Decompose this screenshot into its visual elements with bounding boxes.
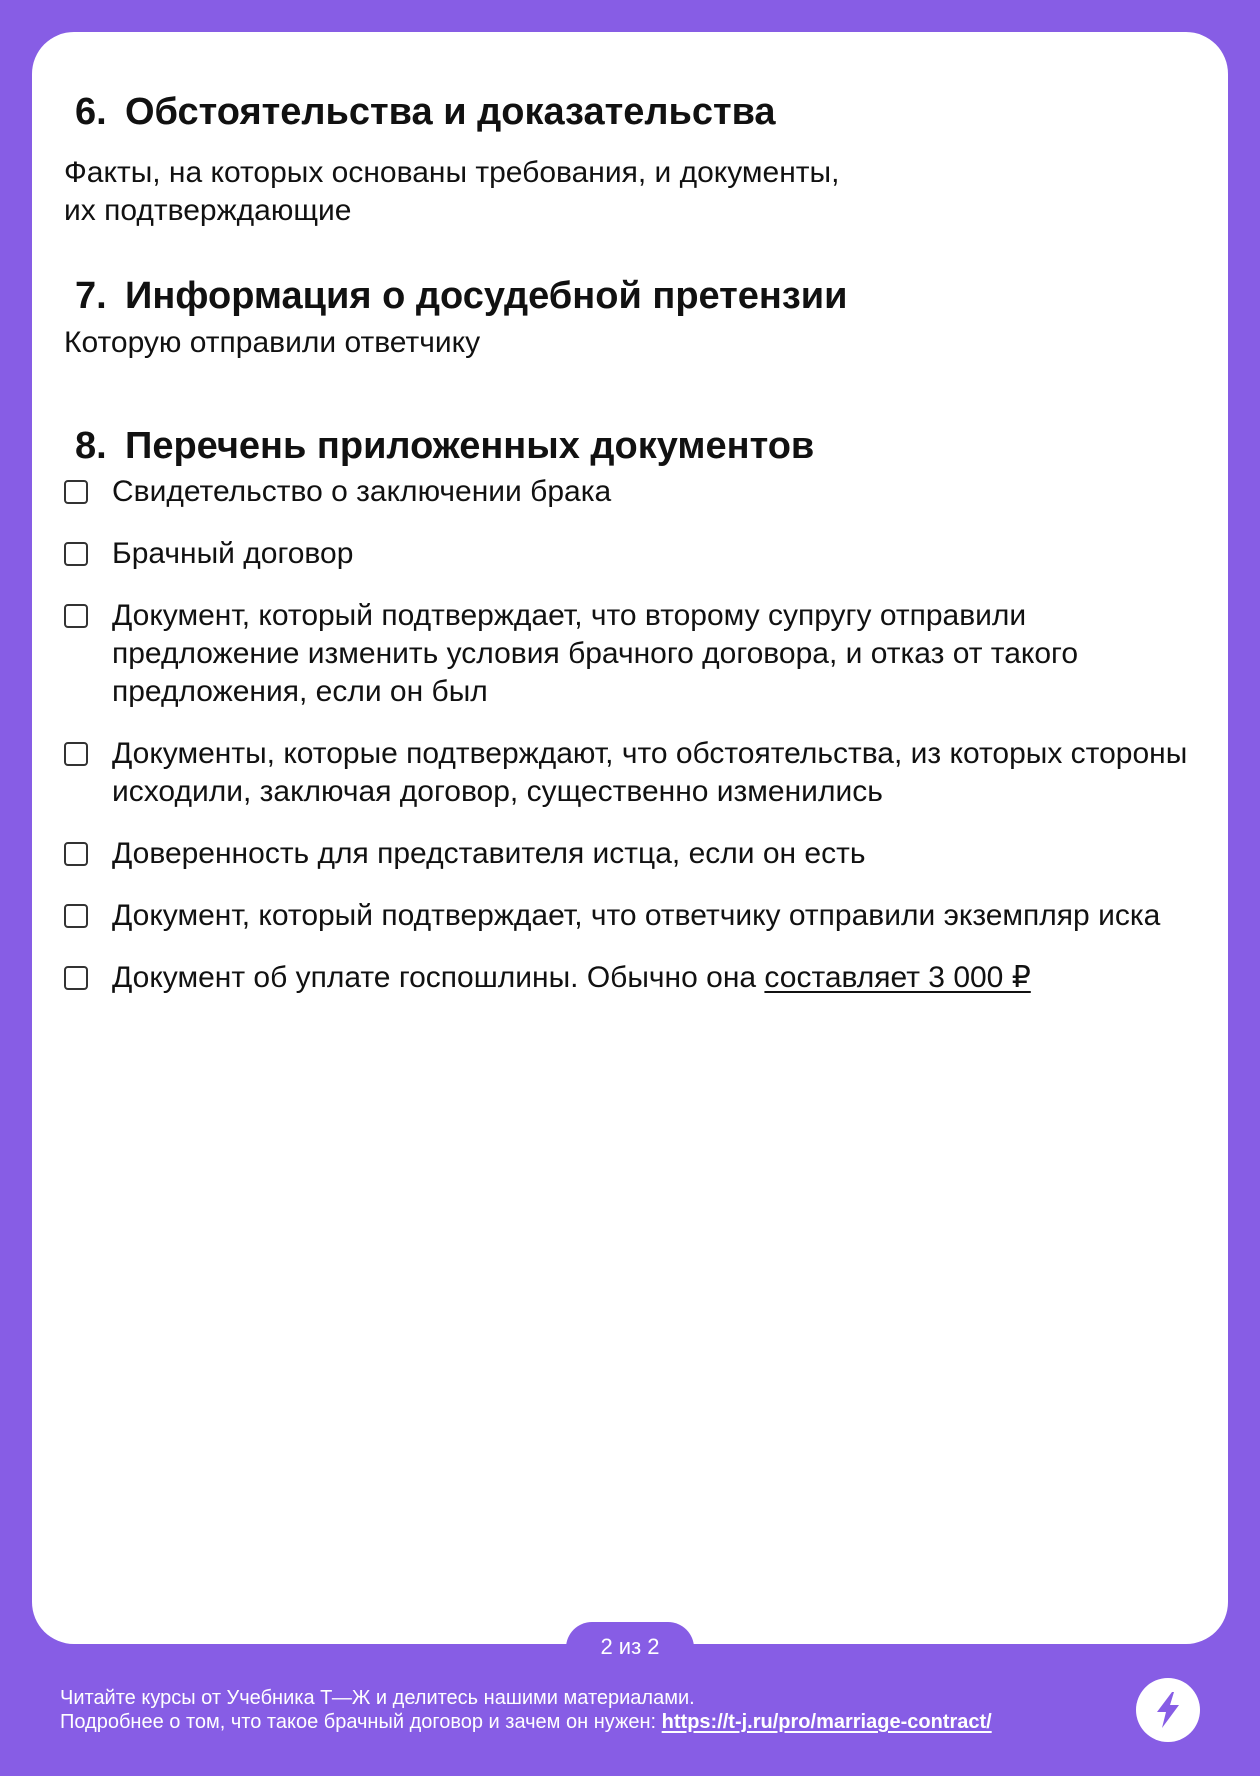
section-number: 6. — [75, 91, 107, 133]
checklist-item-text: Доверенность для представителя истца, если он есть — [112, 837, 866, 870]
page-indicator: 2 из 2 — [566, 1622, 694, 1674]
content-card — [32, 32, 1228, 1644]
footer-line-2 — [60, 1710, 992, 1734]
documents-checklist — [64, 473, 1204, 1021]
checklist-item[interactable] — [64, 597, 1204, 711]
checklist-item[interactable] — [64, 897, 1204, 935]
footer-line-1: Читайте курсы от Учебника Т—Ж и делитесь нашими материалами. — [60, 1687, 695, 1709]
checklist-item-text: Документы, которые подтверждают, что обстоятельства, из которых стороны исходили, заключая договор, существенно изменились — [112, 737, 1188, 808]
checklist-item-text: Брачный договор — [112, 537, 354, 570]
footer-line-2-text: Подробнее о том, что такое брачный договор и зачем он нужен: — [60, 1711, 657, 1733]
section-heading-7 — [75, 274, 847, 318]
checkbox[interactable] — [64, 904, 88, 928]
checkbox[interactable] — [64, 542, 88, 566]
article-link[interactable]: https://t-j.ru/pro/marriage-contract/ — [661, 1711, 992, 1733]
section-title: Информация о досудебной претензии — [125, 275, 848, 317]
section-title: Обстоятельства и доказательства — [125, 91, 776, 133]
description-line: Факты, на которых основаны требования, и документы, — [64, 156, 840, 189]
checkbox[interactable] — [64, 966, 88, 990]
checkbox[interactable] — [64, 742, 88, 766]
checklist-item-text: Свидетельство о заключении брака — [112, 475, 612, 508]
lightning-icon — [1151, 1690, 1185, 1730]
section-heading-8 — [75, 424, 814, 468]
section-heading-6 — [75, 90, 776, 134]
logo — [1136, 1678, 1200, 1742]
checklist-item[interactable] — [64, 835, 1204, 873]
footer — [60, 1686, 992, 1734]
section-title: Перечень приложенных документов — [125, 425, 815, 467]
section-description-7 — [64, 324, 480, 362]
checklist-item-text: Документ, который подтверждает, что ответчику отправили экземпляр иска — [112, 899, 1161, 932]
state-fee-link[interactable]: составляет 3 000 ₽ — [764, 961, 1031, 994]
checklist-item-text: Документ, который подтверждает, что второму супругу отправили предложение изменить условия брачного договора, и отказ от такого предложения, если он был — [112, 599, 1079, 708]
section-number: 8. — [75, 425, 107, 467]
description-line: их подтверждающие — [64, 194, 352, 227]
section-number: 7. — [75, 275, 107, 317]
checklist-item[interactable] — [64, 473, 1204, 511]
checkbox[interactable] — [64, 480, 88, 504]
section-description-6 — [64, 154, 839, 230]
checklist-item[interactable] — [64, 735, 1204, 811]
checklist-item[interactable] — [64, 959, 1204, 997]
checkbox[interactable] — [64, 842, 88, 866]
checklist-item-text: Документ об уплате госпошлины. Обычно она — [112, 961, 757, 994]
checkbox[interactable] — [64, 604, 88, 628]
description-line: Которую отправили ответчику — [64, 326, 481, 359]
checklist-item[interactable] — [64, 535, 1204, 573]
